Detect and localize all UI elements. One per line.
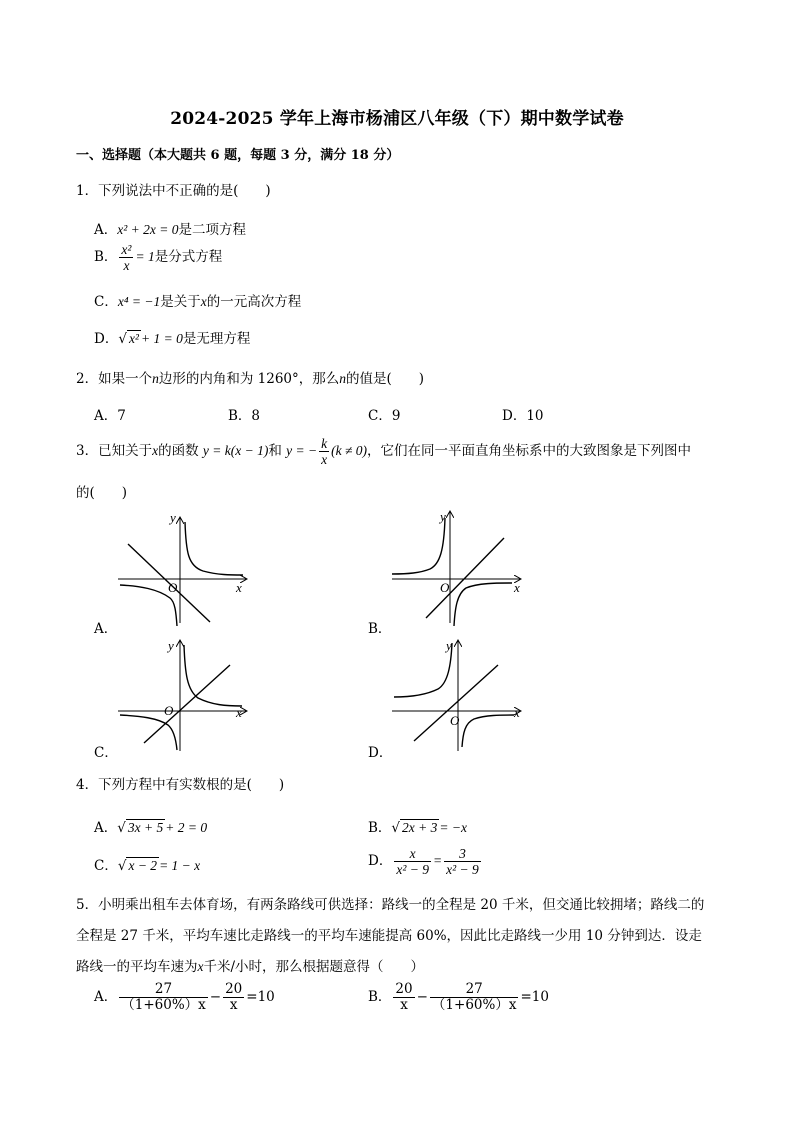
q3-graph-b[interactable] [388,508,538,628]
q4-option-a[interactable]: A．√ 3x + 5 + 2 = 0 [94,820,208,836]
q1-b-rhs: = 1 [135,249,155,264]
q3-option-a-label[interactable]: A． [94,621,118,637]
svg-text:y: y [446,638,452,653]
question-1-stem: 1．下列说法中不正确的是( ) [76,183,271,199]
option-label: A． [94,222,118,238]
q5-option-b[interactable]: B． $\frac{20}{x}$ − $\frac{27}{(1+60\%)x}$ =10 [368,981,549,1013]
q2-option-c[interactable]: C．9 [368,408,401,424]
svg-text:O: O [164,703,174,718]
section-heading: 一、选择题（本大题共 6 题，每题 3 分，满分 18 分） [76,148,400,163]
q1-a-expression: x² + 2x = 0 [117,222,179,237]
svg-text:O: O [440,580,450,595]
q1-option-a[interactable] [94,218,246,238]
q1-option-c[interactable] [94,290,301,310]
q1-d-rest: + 1 = 0 [140,331,183,346]
q4-option-b[interactable]: B．√ 2x + 3 = −x [368,820,467,836]
q1-c-text: 是关于 [160,294,201,310]
q1-b-text: 是分式方程 [154,249,223,265]
svg-text:y: y [440,509,446,524]
q1-d-radicand: x² [128,331,139,346]
q1-c-var: x [200,294,207,309]
q1-b-fraction: $\frac{\text{x²}}{x}$ [121,242,132,273]
q4-option-c[interactable]: C．√ x − 2 = 1 − x [94,858,201,874]
q3-graph-c[interactable] [108,635,258,755]
question-3-stem: 3．已知关于x的函数 y = k(x − 1)和 y = − $\frac{k}{x}$ (k ≠ 0)，它们在同一平面直角坐标系中的大致图象是下列图中 [76,436,691,467]
option-label: C． [94,294,118,310]
q1-option-b[interactable] [94,242,222,273]
y-axis-label: y [170,510,176,525]
question-5-line-2: 全程是 27 千米，平均车速比走路线一的平均车速能提高 60%，因此比走路线一少用 10 分钟到达．设走 [76,928,702,944]
option-label: D． [94,331,119,347]
origin-label: O [168,580,178,595]
svg-text:x: x [514,705,520,720]
question-3-stem-cont: 的( ) [76,485,128,501]
question-2-stem: 2．如果一个n边形的内角和为 1260°，那么n的值是( ) [76,371,425,387]
svg-text:y: y [168,638,174,653]
question-5-line-3: 路线一的平均车速为x千米/小时，那么根据题意得（ ） [76,959,425,975]
q1-c-expression: x⁴ = −1 [117,294,161,309]
svg-text:O: O [450,713,460,728]
question-4-stem: 4．下列方程中有实数根的是( ) [76,777,285,793]
q2-option-b[interactable]: B．8 [228,408,261,424]
q1-d-text: 是无理方程 [182,331,251,347]
q2-option-a[interactable]: A．7 [94,408,126,424]
page-title: 2024-2025 学年上海市杨浦区八年级（下）期中数学试卷 [170,109,624,129]
q4-option-d[interactable]: D． $\frac{x}{\text{x² − 9}}$ = $\frac{3}{\text{x² − 9}}$ [368,846,479,877]
question-5-line-1: 5．小明乘出租车去体育场，有两条路线可供选择：路线一的全程是 20 千米，但交通比较拥堵；路线二的 [76,897,705,913]
q3-graph-a[interactable] [108,508,258,628]
q3-option-d-label[interactable]: D． [368,745,393,761]
q3-option-c-label[interactable]: C． [94,745,118,761]
q5-option-a[interactable]: A． $\frac{27}{(1+60\%)x}$ − $\frac{20}{x}$ =10 [94,981,275,1013]
q1-option-d[interactable]: D．√ x² + 1 = 0是无理方程 [94,331,251,347]
q2-option-d[interactable]: D．10 [502,408,544,424]
x-axis-label: x [236,580,242,595]
q3-graph-d[interactable] [388,635,538,755]
svg-text:x: x [514,580,520,595]
q1-a-text: 是二项方程 [178,222,247,238]
q3-option-b-label[interactable]: B． [368,621,392,637]
svg-text:x: x [236,705,242,720]
q1-c-text2: 的一元高次方程 [206,294,302,310]
option-label: B． [94,249,118,265]
